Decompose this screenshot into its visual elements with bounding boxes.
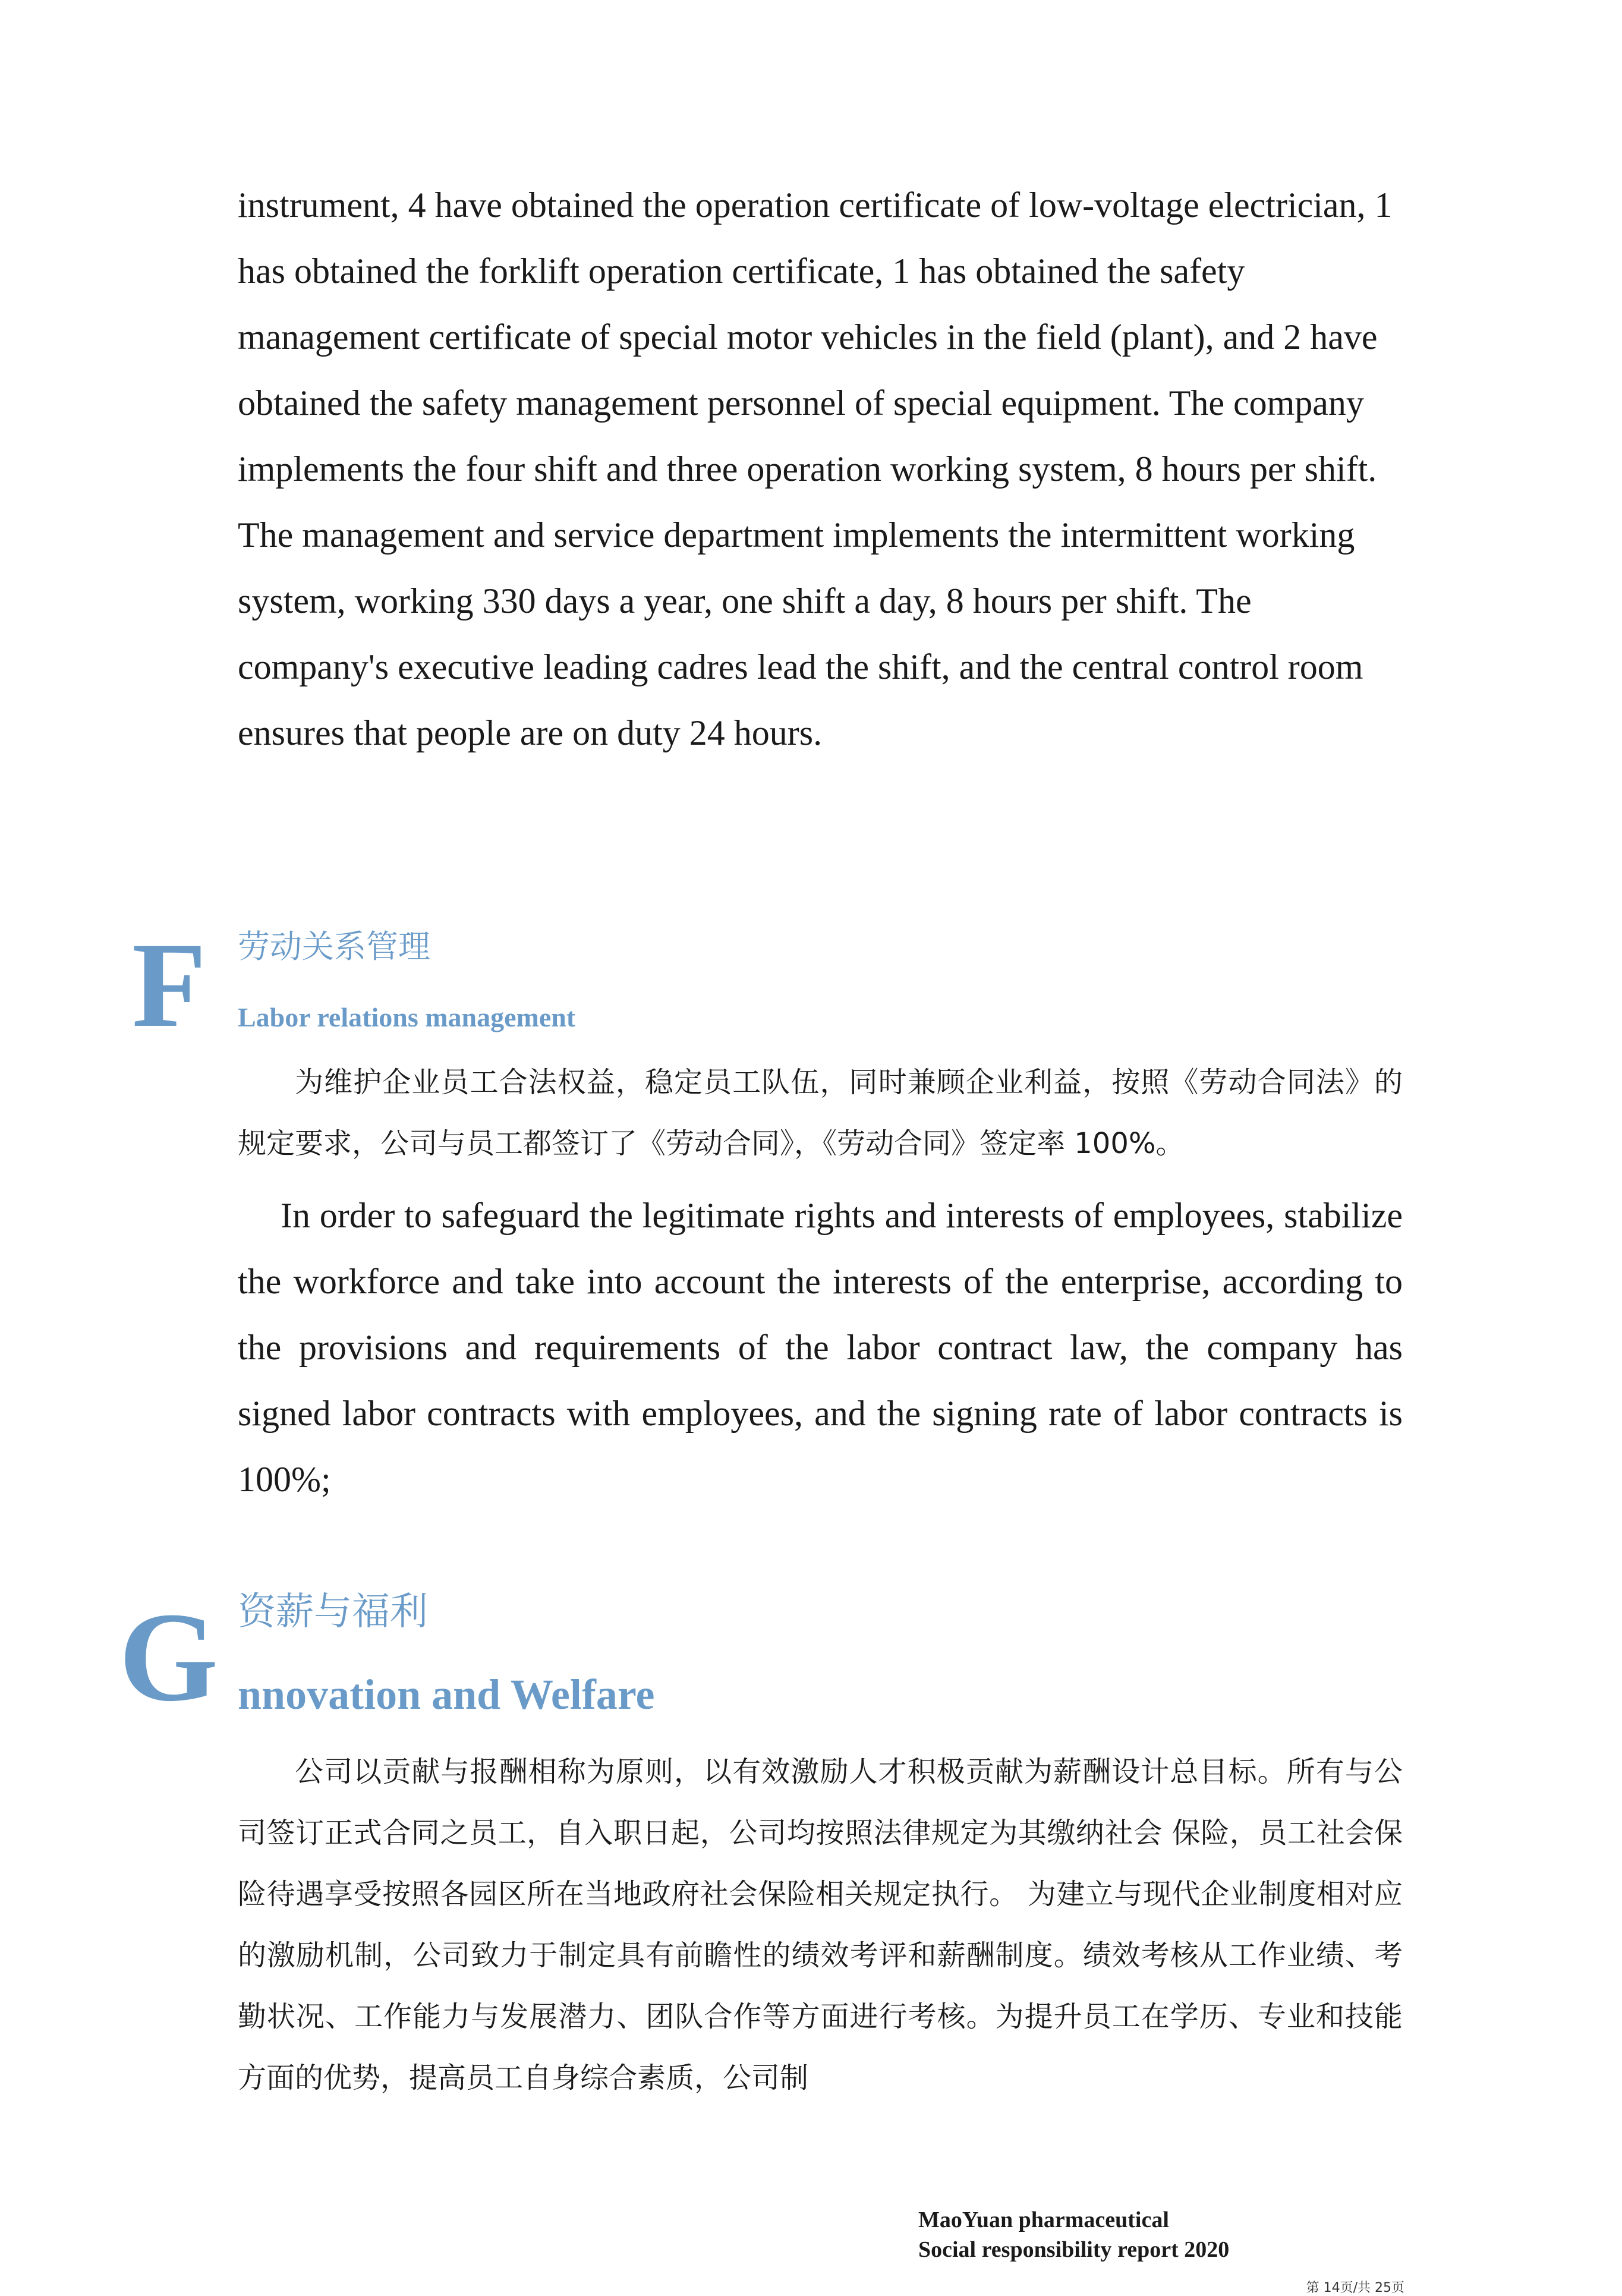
section-f-drop-letter: F [132,918,207,1053]
report-footer [918,2205,1229,2264]
section-g-title-cn: 资薪与福利 [238,1590,428,1634]
section-g-drop-letter: G [119,1586,219,1728]
page-number: 第 14页/共 25页 [1306,2281,1404,2295]
section-f-paragraph-cn: 为维护企业员工合法权益，稳定员工队伍，同时兼顾企业利益，按照《劳动合同法》的规定要求，公司与员工都签订了《劳动合同》，《劳动合同》签定率 100%。 [238,1066,1403,1160]
section-g-title-en: nnovation and Welfare [238,1671,655,1718]
footer-company: MaoYuan pharmaceutical [918,2207,1169,2232]
intro-paragraph: instrument, 4 have obtained the operation certificate of low-voltage electrician, 1 has obtained the forklift operation certificate, 1 has obtained the safety management certificate of special motor vehicles in the field (plant), and 2 have obtained the safety management personnel of special equipment. The company implements the four shift and three operation working system, 8 hours per shift. The management and service department implements the intermittent working system, working 330 days a year, one shift a day, 8 hours per shift. The company's executive leading cadres lead the shift, and the central control room ensures that people are on duty 24 hours. [238,185,1393,752]
section-f-paragraph-en: In order to safeguard the legitimate rights and interests of employees, stabilize the workforce and take into account the interests of the enterprise, according to the provisions and requirements of the labor contract law, the company has signed labor contracts with employees, and the signing rate of labor contracts is 100%; [238,1196,1403,1499]
section-f-title-cn: 劳动关系管理 [238,928,430,965]
section-f-title-en: Labor relations management [238,1002,576,1032]
footer-report-title: Social responsibility report 2020 [918,2237,1230,2262]
section-g-paragraph-cn: 公司以贡献与报酬相称为原则，以有效激励人才积极贡献为薪酬设计总目标。所有与公司签订正式合同之员工，自入职日起，公司均按照法律规定为其缴纳社会 保险，员工社会保险待遇享受按照各园区所在当地政府社会保险相关规定执行。 为建立与现代企业制度相对应的激励机制，公司致力于制定具有前瞻性的绩效考评和薪酬制度。绩效考核从工作业绩、考勤状况、工作能力与发展潜力、团队合作等方面进行考核。为提升员工在学历、专业和技能方面的优势，提高员工自身综合素质，公司制 [238,1755,1403,2095]
